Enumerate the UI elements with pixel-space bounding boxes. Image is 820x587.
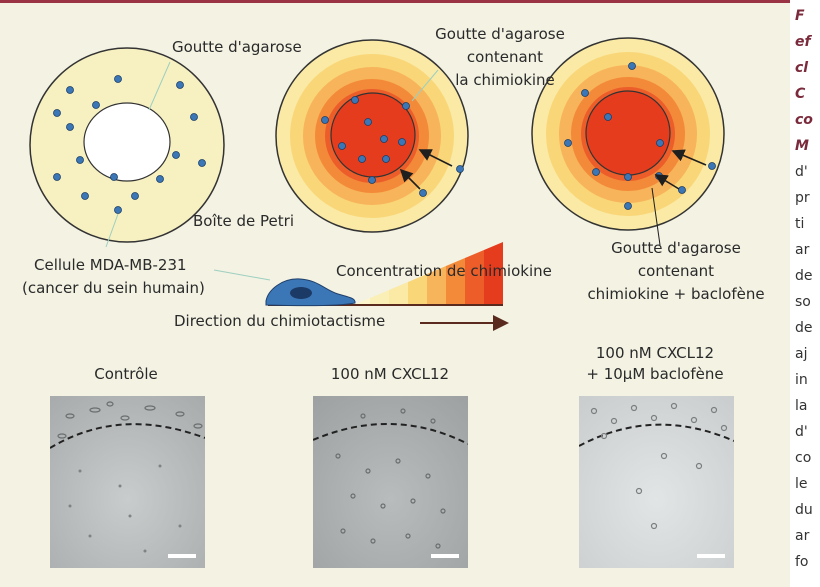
petri-dish-chemokine	[276, 40, 468, 232]
label-agarose-chemokine-2: contenant	[466, 48, 544, 66]
label-cell-1: Cellule MDA-MB-231	[34, 256, 187, 274]
cell-illustration	[214, 270, 355, 306]
photo-title-cxcl12	[310, 364, 470, 385]
photo-title-line: Contrôle	[94, 365, 158, 383]
label-petri-dish: Boîte de Petri	[193, 212, 294, 230]
label-agarose-baclofen-2: contenant	[637, 262, 715, 280]
micrograph-baclofen	[579, 396, 734, 568]
caption-fragment: le	[795, 476, 808, 492]
side-caption	[790, 0, 820, 587]
caption-fragment: ar	[795, 242, 810, 258]
caption-fragment: d'	[795, 164, 808, 180]
caption-fragment: de	[795, 268, 813, 284]
caption-fragment: pr	[795, 190, 810, 206]
caption-fragment: co	[795, 450, 812, 466]
caption-fragment: aj	[795, 346, 808, 362]
caption-fragment: de	[795, 320, 813, 336]
photo-title-line: + 10μM baclofène	[586, 365, 724, 383]
caption-fragment: F	[795, 8, 805, 24]
caption-fragment: M	[795, 138, 809, 154]
caption-fragment: so	[795, 294, 811, 310]
caption-fragment: in	[795, 372, 808, 388]
label-agarose-baclofen-3: chimiokine + baclofène	[587, 285, 765, 303]
caption-fragment: C	[795, 86, 806, 102]
caption-fragment: fo	[795, 554, 809, 570]
caption-fragment: d'	[795, 424, 808, 440]
caption-fragment: la	[795, 398, 808, 414]
agarose-drop	[84, 103, 170, 181]
leader-line	[214, 270, 270, 280]
caption-fragment: co	[795, 112, 813, 128]
caption-fragment: ti	[795, 216, 805, 232]
petri-dish-baclofen	[532, 38, 724, 245]
label-agarose-chemokine-3: la chimiokine	[455, 71, 555, 89]
caption-fragment: ar	[795, 528, 810, 544]
label-agarose-baclofen-1: Goutte d'agarose	[611, 239, 741, 257]
label-direction: Direction du chimiotactisme	[174, 312, 386, 330]
photo-title-control	[46, 364, 206, 385]
label-concentration: Concentration de chimiokine	[336, 262, 552, 280]
photo-title-line: 100 nM CXCL12	[595, 344, 715, 362]
label-agarose-drop: Goutte d'agarose	[172, 38, 302, 56]
caption-fragment: cl	[795, 60, 809, 76]
label-cell-2: (cancer du sein humain)	[22, 279, 205, 297]
micrograph-cxcl12	[313, 396, 468, 568]
label-agarose-chemokine-1: Goutte d'agarose	[435, 25, 565, 43]
micrograph-control	[50, 396, 205, 568]
photo-title-baclofen	[570, 343, 740, 385]
caption-fragment: ef	[795, 34, 811, 50]
photo-title-line: 100 nM CXCL12	[330, 365, 450, 383]
caption-fragment: du	[795, 502, 813, 518]
